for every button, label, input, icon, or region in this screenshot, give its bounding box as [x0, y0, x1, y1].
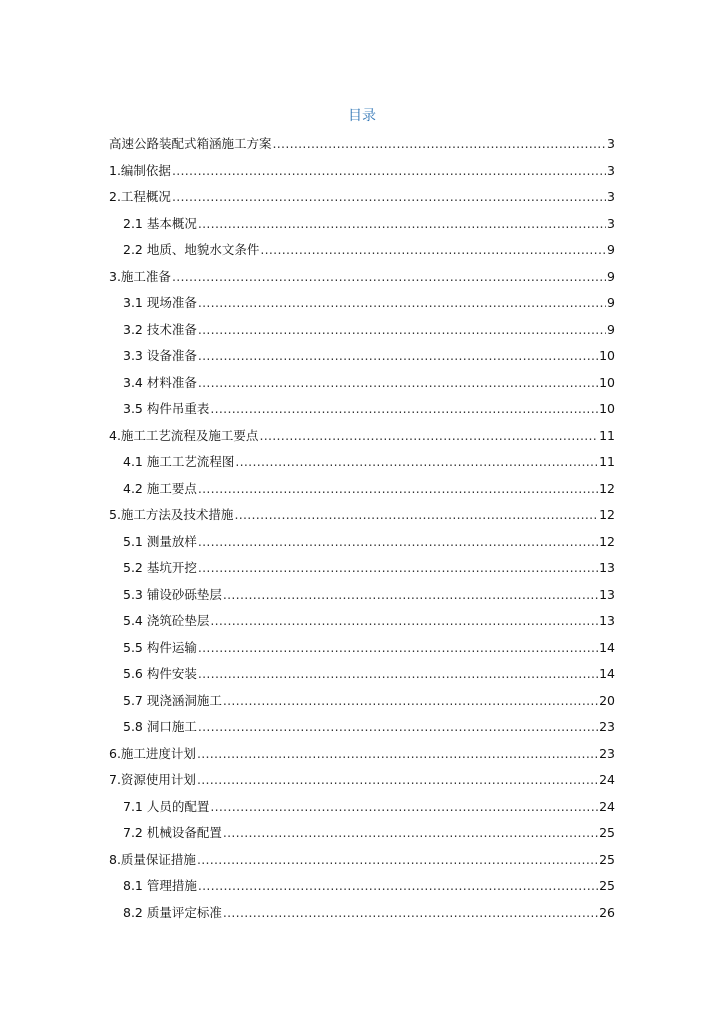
toc-entry-page-number: 20 [599, 692, 615, 708]
toc-entry-page-number: 10 [599, 348, 615, 363]
toc-entry-label: 5.施工方法及技术措施 [109, 507, 234, 522]
toc-entry-label: 6.施工进度计划 [109, 745, 196, 761]
toc-entry-label: 2.1 基本概况 [123, 215, 197, 231]
toc-entry[interactable] [109, 555, 615, 582]
toc-entry[interactable] [109, 529, 615, 556]
toc-dot-leader [259, 423, 598, 450]
toc-dot-leader [223, 582, 598, 609]
toc-entry-label: 5.7 现浇涵洞施工 [123, 692, 222, 708]
toc-entry[interactable] [109, 741, 615, 768]
toc-entry[interactable] [109, 158, 615, 185]
toc-dot-leader [198, 290, 606, 317]
toc-entry-label: 5.3 铺设砂砾垫层 [123, 586, 222, 602]
toc-dot-leader [172, 158, 606, 185]
toc-entry-label: 2.2 地质、地貌水文条件 [123, 242, 260, 257]
toc-entry-page-number: 14 [599, 666, 615, 681]
toc-entry[interactable] [109, 900, 615, 927]
toc-entry-page-number: 24 [599, 798, 615, 814]
toc-entry-label: 3.3 设备准备 [123, 348, 197, 363]
toc-entry-page-number: 26 [599, 904, 615, 920]
toc-entry[interactable] [109, 873, 615, 900]
toc-dot-leader [223, 688, 598, 715]
toc-dot-leader [198, 529, 598, 556]
toc-entry-label: 5.5 构件运输 [123, 639, 197, 655]
toc-entry[interactable] [109, 635, 615, 662]
toc-dot-leader [197, 767, 598, 794]
toc-entry[interactable] [109, 396, 615, 423]
toc-entry[interactable] [109, 714, 615, 741]
toc-dot-leader [273, 131, 607, 158]
toc-dot-leader [198, 211, 606, 238]
toc-entry[interactable] [109, 343, 615, 370]
toc-entry-label: 7.1 人员的配置 [123, 798, 210, 814]
toc-entry[interactable] [109, 211, 615, 238]
toc-entry-page-number: 25 [599, 878, 615, 893]
toc-entry[interactable] [109, 476, 615, 503]
toc-entry-page-number: 11 [599, 454, 615, 469]
toc-entry[interactable] [109, 661, 615, 688]
toc-entry-page-number: 12 [599, 480, 615, 496]
toc-entry[interactable] [109, 237, 615, 264]
toc-entry[interactable] [109, 794, 615, 821]
toc-entry-page-number: 9 [607, 242, 615, 257]
toc-dot-leader [198, 476, 598, 503]
toc-entry-label: 4.施工工艺流程及施工要点 [109, 427, 259, 443]
toc-entry-page-number: 10 [599, 401, 615, 416]
toc-entry-label: 4.2 施工要点 [123, 480, 197, 496]
toc-dot-leader [223, 900, 598, 927]
toc-entry[interactable] [109, 502, 615, 529]
toc-entry-label: 3.4 材料准备 [123, 374, 197, 390]
toc-entry-page-number: 9 [607, 268, 615, 284]
toc-entry[interactable] [109, 317, 615, 344]
toc-list [109, 131, 615, 926]
toc-entry[interactable] [109, 264, 615, 291]
toc-entry-page-number: 23 [599, 745, 615, 761]
toc-entry-page-number: 3 [607, 136, 615, 151]
toc-entry-label: 3.1 现场准备 [123, 295, 197, 310]
toc-dot-leader [198, 635, 598, 662]
toc-dot-leader [197, 741, 598, 768]
toc-entry[interactable] [109, 582, 615, 609]
toc-entry-label: 3.施工准备 [109, 268, 171, 284]
toc-dot-leader [197, 847, 598, 874]
toc-entry-page-number: 14 [599, 639, 615, 655]
toc-entry[interactable] [109, 423, 615, 450]
toc-dot-leader [172, 264, 606, 291]
toc-entry-label: 7.2 机械设备配置 [123, 825, 222, 840]
toc-entry[interactable] [109, 290, 615, 317]
toc-entry-page-number: 10 [599, 374, 615, 390]
toc-entry-page-number: 25 [599, 825, 615, 840]
toc-dot-leader [260, 237, 606, 264]
toc-entry-page-number: 11 [599, 427, 615, 443]
toc-entry-page-number: 3 [607, 189, 615, 204]
toc-entry-label: 5.8 洞口施工 [123, 719, 197, 734]
toc-entry[interactable] [109, 767, 615, 794]
toc-entry-label: 1.编制依据 [109, 162, 171, 178]
toc-dot-leader [198, 555, 598, 582]
toc-entry-page-number: 13 [599, 560, 615, 575]
toc-dot-leader [198, 343, 598, 370]
toc-dot-leader [172, 184, 606, 211]
toc-entry[interactable] [109, 820, 615, 847]
toc-dot-leader [223, 820, 598, 847]
toc-entry-label: 2.工程概况 [109, 189, 171, 204]
toc-dot-leader [198, 370, 598, 397]
toc-entry-label: 8.质量保证措施 [109, 851, 196, 867]
toc-entry[interactable] [109, 131, 615, 158]
toc-entry-page-number: 3 [607, 215, 615, 231]
toc-dot-leader [198, 873, 598, 900]
toc-entry-page-number: 3 [607, 162, 615, 178]
toc-entry-label: 5.6 构件安装 [123, 666, 197, 681]
toc-entry-page-number: 23 [599, 719, 615, 734]
toc-entry-label: 5.4 浇筑砼垫层 [123, 613, 210, 628]
toc-entry-page-number: 9 [607, 321, 615, 337]
toc-dot-leader [198, 661, 598, 688]
toc-entry-label: 高速公路装配式箱涵施工方案 [109, 136, 272, 151]
toc-dot-leader [210, 396, 598, 423]
toc-dot-leader [198, 714, 598, 741]
toc-entry[interactable] [109, 449, 615, 476]
toc-entry-label: 3.5 构件吊重表 [123, 401, 210, 416]
toc-dot-leader [210, 794, 598, 821]
toc-entry-page-number: 13 [599, 586, 615, 602]
toc-dot-leader [235, 449, 598, 476]
toc-entry-label: 8.1 管理措施 [123, 878, 197, 893]
toc-entry[interactable] [109, 688, 615, 715]
toc-entry-page-number: 24 [599, 772, 615, 787]
toc-dot-leader [210, 608, 598, 635]
toc-entry-label: 5.2 基坑开挖 [123, 560, 197, 575]
toc-entry-label: 3.2 技术准备 [123, 321, 197, 337]
toc-entry-page-number: 12 [599, 507, 615, 522]
toc-entry[interactable] [109, 608, 615, 635]
toc-entry-label: 8.2 质量评定标准 [123, 904, 222, 920]
toc-dot-leader [234, 502, 598, 529]
toc-entry-page-number: 12 [599, 533, 615, 549]
toc-entry[interactable] [109, 370, 615, 397]
toc-entry[interactable] [109, 847, 615, 874]
toc-entry-label: 7.资源使用计划 [109, 772, 196, 787]
toc-dot-leader [198, 317, 606, 344]
toc-entry-label: 5.1 测量放样 [123, 533, 197, 549]
toc-entry-page-number: 9 [607, 295, 615, 310]
toc-title: 目录 [348, 108, 376, 124]
toc-entry-label: 4.1 施工工艺流程图 [123, 454, 235, 469]
toc-entry[interactable] [109, 184, 615, 211]
toc-entry-page-number: 25 [599, 851, 615, 867]
toc-entry-page-number: 13 [599, 613, 615, 628]
